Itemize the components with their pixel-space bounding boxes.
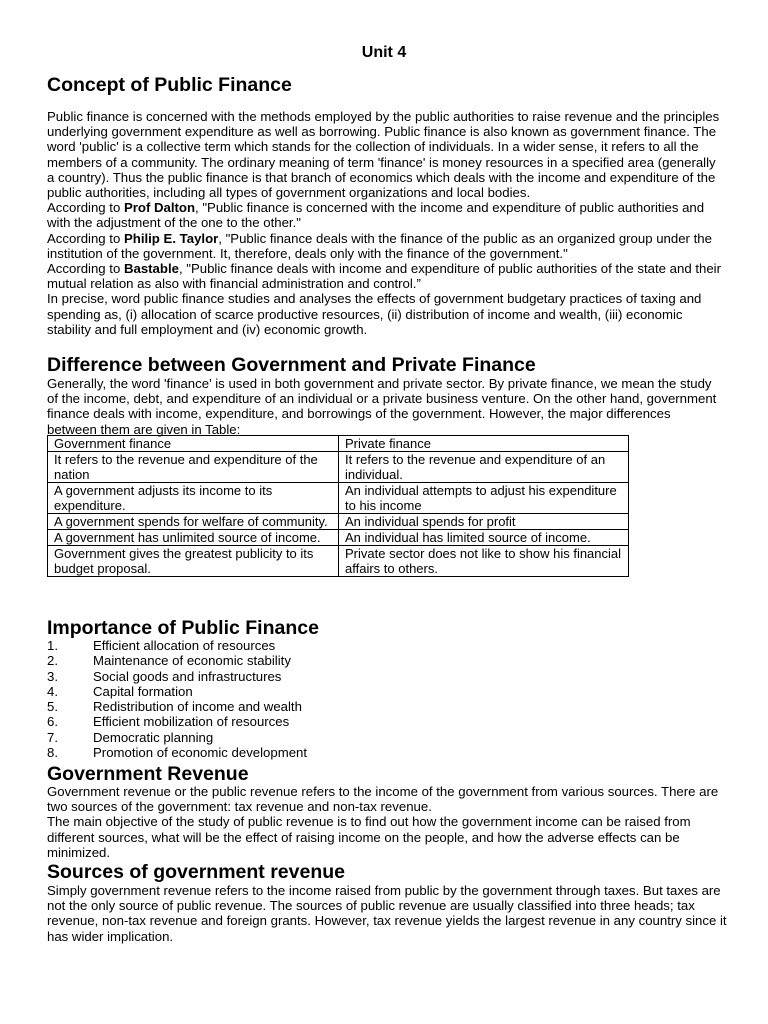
table-header-row xyxy=(48,436,629,452)
quote-prefix: According to xyxy=(47,261,124,277)
revenue-paragraph: The main objective of the study of public revenue is to find out how the government income can be raised from different sources, what will be the effect of raising income on the people, and how the adverse effects can be minimized. xyxy=(47,814,691,860)
quote-text: , "Public finance deals with income and expenditure of public authorities of the state and their mutual relation as also with financial administration and control.” xyxy=(47,261,721,292)
sources-paragraph: Simply government revenue refers to the income raised from public by the government through taxes. But taxes are not the only source of public revenue. The sources of public revenue are usually classified into three heads; tax revenue, non-tax revenue and foreign grants. However, tax revenue yields the largest revenue in any country since it has wider implication. xyxy=(47,883,727,944)
list-text: Democratic planning xyxy=(93,729,214,745)
list-number: 6. xyxy=(47,714,58,730)
table-cell: An individual has limited source of income. xyxy=(339,530,629,546)
list-item xyxy=(47,669,307,684)
table-row xyxy=(48,514,629,530)
list-text: Efficient mobilization of resources xyxy=(93,714,290,730)
table-header-cell: Government finance xyxy=(48,436,339,452)
list-number: 2. xyxy=(47,653,58,669)
table-row xyxy=(48,452,629,483)
list-number: 1. xyxy=(47,638,58,653)
table-row xyxy=(48,483,629,514)
list-text: Maintenance of economic stability xyxy=(93,653,291,669)
quote-prefix: According to xyxy=(47,230,124,246)
list-text: Social goods and infrastructures xyxy=(93,668,282,684)
list-text: Promotion of economic development xyxy=(93,745,308,761)
list-number: 5. xyxy=(47,699,58,715)
heading-revenue: Government Revenue xyxy=(47,763,249,785)
table-cell: Private sector does not like to show his financial affairs to others. xyxy=(339,546,629,577)
list-number: 8. xyxy=(47,745,58,761)
quote-text: , "Public finance is concerned with the income and expenditure of public authorities and with the adjustment of the one to the other." xyxy=(47,200,705,231)
revenue-section xyxy=(47,784,722,860)
list-item xyxy=(47,745,307,760)
author-name: Philip E. Taylor xyxy=(123,230,219,246)
concept-summary: In precise, word public finance studies and analyses the effects of government budgetary practices of taxing and spending as, (i) allocation of scarce productive resources, (ii) distribution of income and wealth, (iii) economic stability and full employment and (iv) economic growth. xyxy=(47,291,702,337)
list-item xyxy=(47,730,307,745)
unit-title: Unit 4 xyxy=(361,44,407,61)
author-name: Bastable xyxy=(123,261,179,277)
difference-intro: Generally, the word 'finance' is used in both government and private sector. By private finance, we mean the study of the income, debt, and expenditure of an individual or a private business venture. On the other hand, government finance deals with income, expenditure, and borrowings of the government. However, the major differences between them are given in Table: xyxy=(47,376,717,437)
quote-text: , "Public finance deals with the finance of the public as an organized group under the institution of the government. It, therefore, deals only with the finance of the government." xyxy=(47,230,712,261)
table-cell: A government has unlimited source of income. xyxy=(48,530,339,546)
table-cell: It refers to the revenue and expenditure of an individual. xyxy=(339,452,629,483)
list-item xyxy=(47,653,307,668)
list-item xyxy=(47,699,307,714)
table-cell: An individual spends for profit xyxy=(339,514,629,530)
quote-prefix: According to xyxy=(47,200,124,216)
heading-concept: Concept of Public Finance xyxy=(47,74,292,96)
concept-paragraph: Public finance is concerned with the methods employed by the public authorities to raise revenue and the principles underlying government expenditure as well as borrowing. Public finance is also known as government finance. The word 'public' is a collective term which stands for the collection of individuals. In a wider sense, it refers to all the members of a community. The ordinary meaning of term 'finance' is money resources in a specified area (generally a country). Thus the public finance is that branch of economics which deals with the income and expenditure of the public authorities, including all types of government organizations and local bodies. xyxy=(47,109,720,201)
list-text: Redistribution of income and wealth xyxy=(93,699,302,715)
quote-bastable xyxy=(47,261,722,291)
heading-importance: Importance of Public Finance xyxy=(47,617,319,639)
table-row xyxy=(48,530,629,546)
heading-sources: Sources of government revenue xyxy=(47,861,346,883)
list-number: 4. xyxy=(47,683,58,699)
revenue-paragraph: Government revenue or the public revenue refers to the income of the government from various sources. There are two sources of the government: tax revenue and non-tax revenue. xyxy=(47,784,719,815)
heading-difference: Difference between Government and Private Finance xyxy=(47,354,536,376)
table-cell: An individual attempts to adjust his expenditure to his income xyxy=(339,483,629,514)
list-number: 3. xyxy=(47,668,58,684)
list-text: Capital formation xyxy=(93,683,193,699)
author-name: Prof Dalton xyxy=(123,200,196,216)
quote-taylor xyxy=(47,231,722,261)
quote-dalton xyxy=(47,200,722,230)
table-header-cell: Private finance xyxy=(339,436,629,452)
comparison-table xyxy=(47,435,629,577)
table-cell: Government gives the greatest publicity to its budget proposal. xyxy=(48,546,339,577)
table-cell: It refers to the revenue and expenditure of the nation xyxy=(48,452,339,483)
list-item xyxy=(47,714,307,729)
list-item xyxy=(47,638,307,653)
importance-list xyxy=(47,638,307,760)
concept-section xyxy=(47,109,722,337)
list-text: Efficient allocation of resources xyxy=(93,638,276,653)
table-row xyxy=(48,546,629,577)
list-number: 7. xyxy=(47,729,58,745)
list-item xyxy=(47,684,307,699)
table-cell: A government spends for welfare of community. xyxy=(48,514,339,530)
table-cell: A government adjusts its income to its expenditure. xyxy=(48,483,339,514)
